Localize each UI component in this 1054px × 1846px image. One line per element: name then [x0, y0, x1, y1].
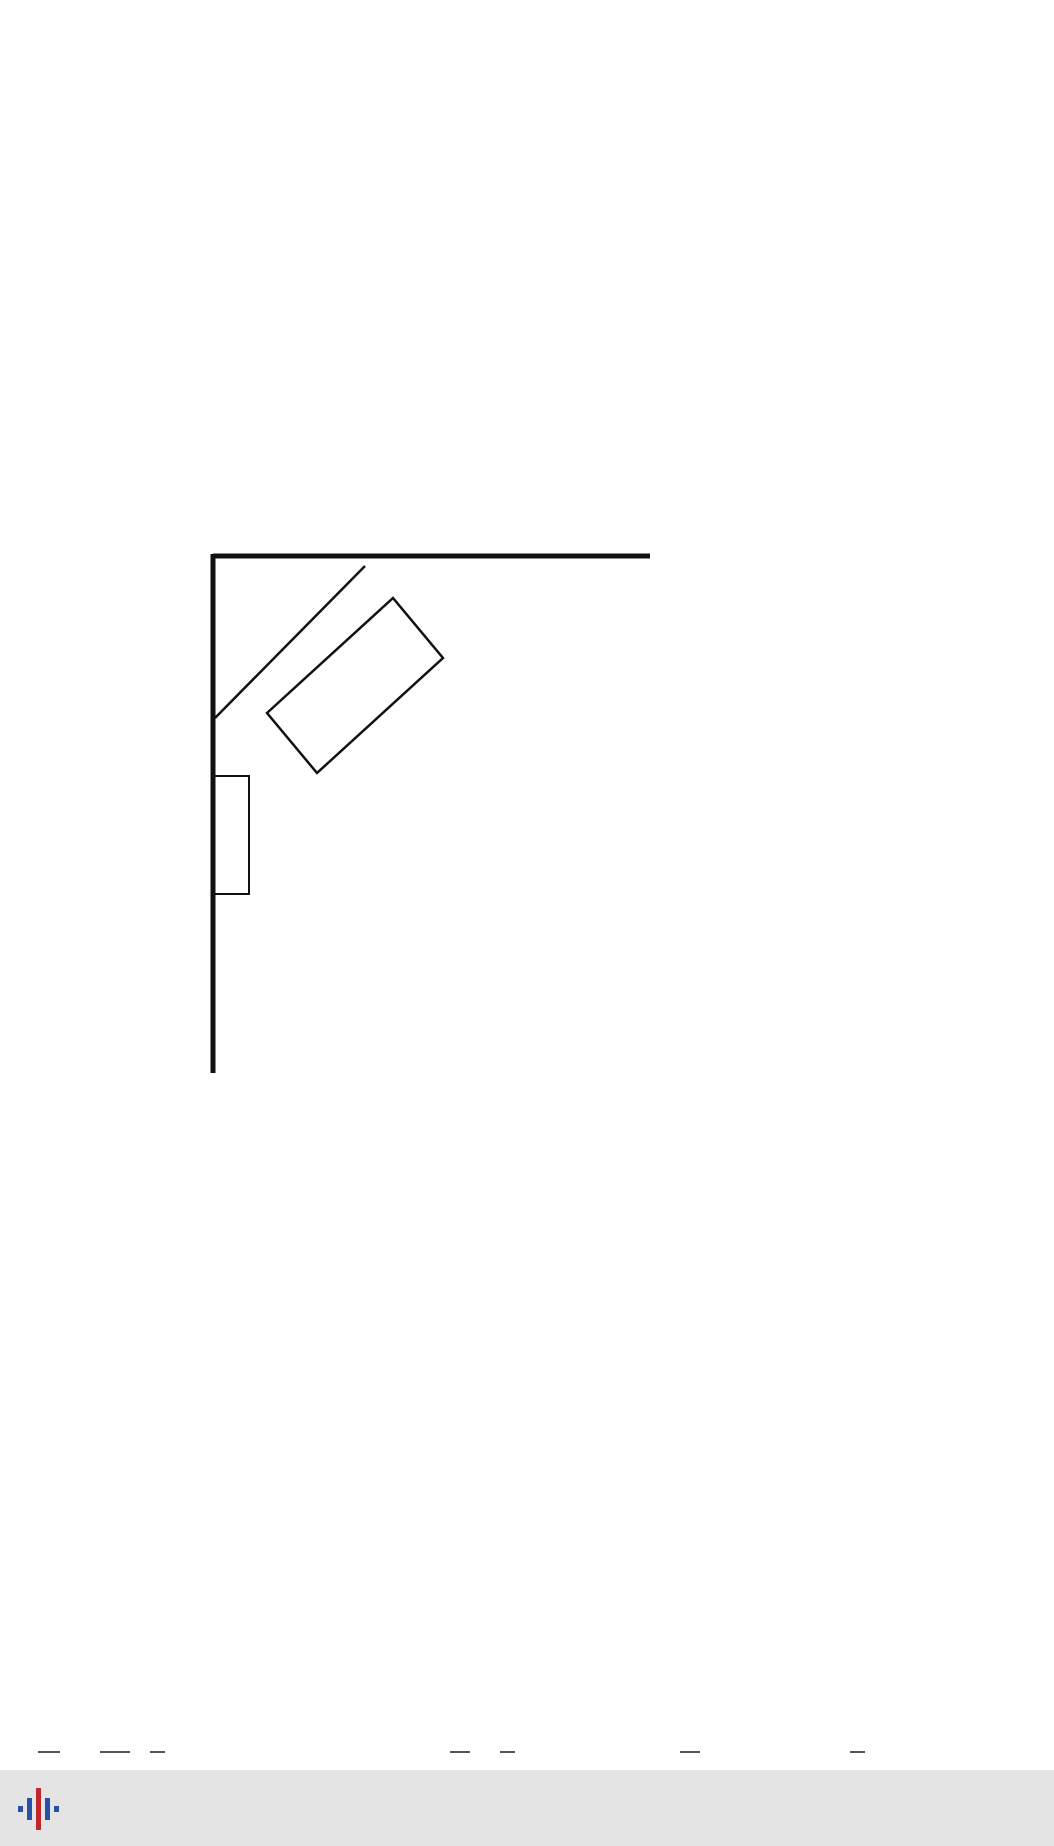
cabinet-wall	[215, 566, 365, 718]
table-outline	[213, 776, 249, 894]
cage-outline	[267, 598, 443, 773]
ub-freiburg-logo-icon	[14, 1784, 64, 1834]
page-header	[128, 100, 948, 212]
library-footer	[0, 1770, 1054, 1846]
dfg-logo	[932, 1778, 1042, 1840]
seating-diagram-svg	[205, 548, 655, 1078]
scan-marks	[30, 1748, 930, 1756]
seating-diagram	[205, 548, 655, 1078]
